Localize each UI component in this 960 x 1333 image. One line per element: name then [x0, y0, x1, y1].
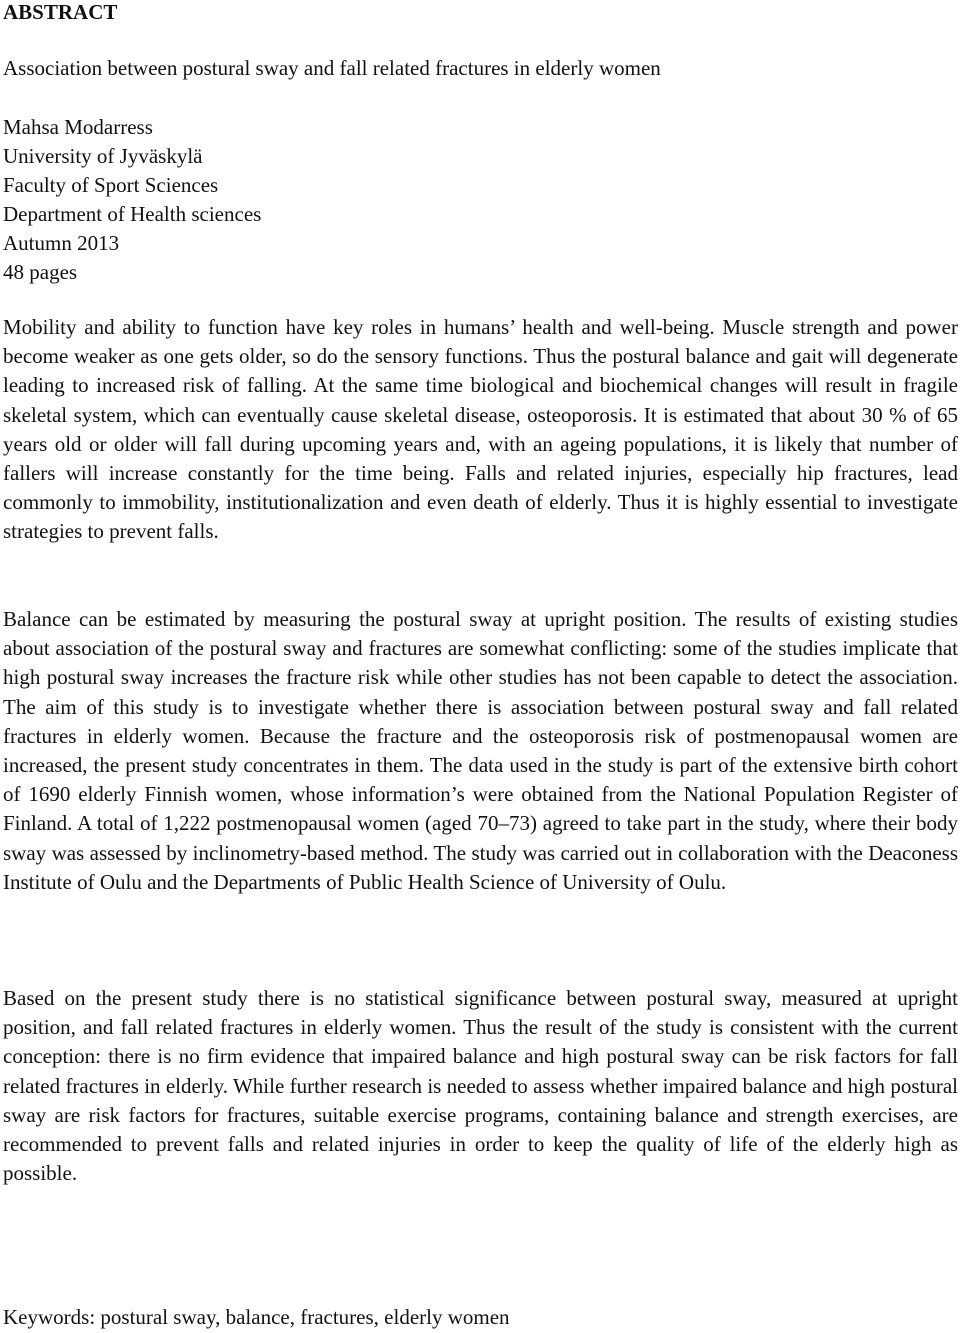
abstract-paragraph-1: Mobility and ability to function have key roles in humans’ health and well-being. Muscle strength and power become weaker as one gets older, so do the sensory functions. Thus the postural balance and gait will degenerate leading to increased risk of falling. At the same time biological and biochemical changes will result in fragile skeletal system, which can eventually cause skeletal disease, osteoporosis. It is estimated that about 30 % of 65 years old or older will fall during upcoming years and, with an ageing populations, it is likely that number of fallers will increase constantly for the time being. Falls and related injuries, especially hip fractures, lead commonly to immobility, institutionalization and even death of elderly. Thus it is highly essential to investigate strategies to prevent falls.: [3, 315, 958, 544]
abstract-paragraph-2: Balance can be estimated by measuring the postural sway at upright position. The results of existing studies about association of the postural sway and fractures are somewhat conflicting: some of the studies implicate that high postural sway increases the fracture risk while other studies has not been capable to detect the association. The aim of this study is to investigate whether there is association between postural sway and fall related fractures in elderly women. Because the fracture and the osteoporosis risk of postmenopausal women are increased, the present study concentrates in them. The data used in the study is part of the extensive birth cohort of 1690 elderly Finnish women, whose information’s were obtained from the National Population Register of Finland. A total of 1,222 postmenopausal women (aged 70–73) agreed to take part in the study, where their body sway was assessed by inclinometry-based method. The study was carried out in collaboration with the Deaconess Institute of Oulu and the Departments of Public Health Science of University of Oulu.: [3, 607, 958, 894]
thesis-metadata: [3, 113, 261, 287]
page-count: 48 pages: [3, 260, 78, 284]
faculty-name: Faculty of Sport Sciences: [3, 173, 219, 197]
abstract-paragraph-3: Based on the present study there is no statistical significance between postural sway, measured at upright position, and fall related fractures in elderly women. Thus the result of the study is consistent with the current conception: there is no firm evidence that impaired balance and high postural sway can be risk factors for fall related fractures in elderly. While further research is needed to assess whether impaired balance and high postural sway are risk factors for fractures, suitable exercise programs, containing balance and strength exercises, are recommended to prevent falls and related injuries in order to keep the quality of life of the elderly high as possible.: [3, 986, 958, 1186]
thesis-title: Association between postural sway and fall related fractures in elderly women: [3, 56, 661, 80]
term: Autumn 2013: [3, 231, 120, 255]
abstract-heading: ABSTRACT: [3, 0, 118, 24]
department-name: Department of Health sciences: [3, 202, 262, 226]
keywords-line: Keywords: postural sway, balance, fractures, elderly women: [3, 1305, 510, 1329]
author-name: Mahsa Modarress: [3, 115, 153, 139]
university-name: University of Jyväskylä: [3, 144, 203, 168]
